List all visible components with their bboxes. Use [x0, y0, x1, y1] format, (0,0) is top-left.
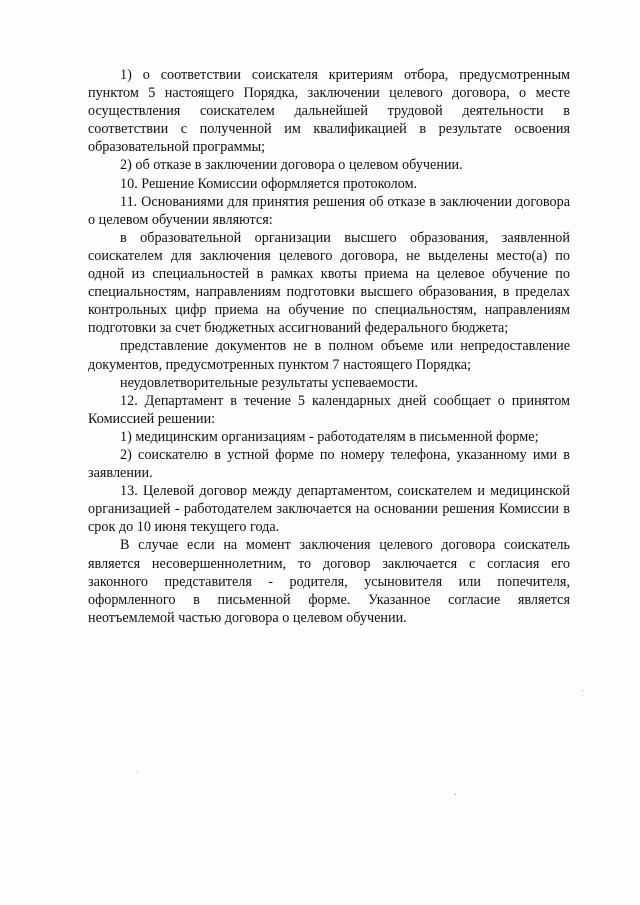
- paragraph-ground-3: неудовлетворительные результаты успеваемости.: [120, 374, 418, 391]
- paragraph-ground-1: в образовательной организации высшего образования, заявленной соискателем для заключения целевого договора, не выделены место(а) по одной из специальностей в рамках квоты приема на целевое обучение по специальностям, направлениям подготовки высшего образования, в пределах контрольных цифр приема на обучение по специальностям, направлениям подготовки за счет бюджетных ассигнований федерального бюджета;: [88, 229, 570, 337]
- scan-speck: [455, 794, 456, 795]
- paragraph-ground-2: представление документов не в полном объеме или непредоставление документов, предусмотренных пунктом 7 настоящего Порядка;: [88, 338, 570, 373]
- paragraph-notify-1: 1) медицинским организациям - работодателям в письменной форме;: [120, 428, 539, 445]
- paragraph-item-12: 12. Департамент в течение 5 календарных дней сообщает о принятом Комиссией решении:: [88, 392, 570, 427]
- paragraph-minor-consent: В случае если на момент заключения целевого договора соискатель является несовершеннолетним, то договор заключается с согласия его законного представителя - родителя, усыновителя или попечителя, оформленного в письменной форме. Указанное согласие является неотъемлемой частью договора о целевом обучении.: [88, 537, 570, 626]
- paragraph-decision-1: 1) о соответствии соискателя критериям отбора, предусмотренным пунктом 5 настоящего Порядка, заключении целевого договора, о месте осуществления соискателем дальнейшей трудовой деятельности в соответствии с полученной им квалификацией в результате освоения образовательной программы;: [88, 67, 570, 156]
- scan-speck: [582, 690, 583, 691]
- paragraph-item-13: 13. Целевой договор между департаментом, соискателем и медицинской организацией - работодателем заключается на основании решения Комиссии в срок до 10 июня текущего года.: [88, 483, 570, 536]
- scan-speck: [137, 772, 138, 773]
- paragraph-decision-2: 2) об отказе в заключении договора о целевом обучении.: [120, 157, 463, 174]
- document-body: [88, 66, 570, 627]
- paragraph-item-10: 10. Решение Комиссии оформляется протоколом.: [120, 175, 418, 192]
- paragraph-notify-2: 2) соискателю в устной форме по номеру телефона, указанному ими в заявлении.: [88, 446, 570, 482]
- paragraph-item-11: 11. Основаниями для принятия решения об отказе в заключении договора о целевом обучении являются:: [88, 193, 570, 228]
